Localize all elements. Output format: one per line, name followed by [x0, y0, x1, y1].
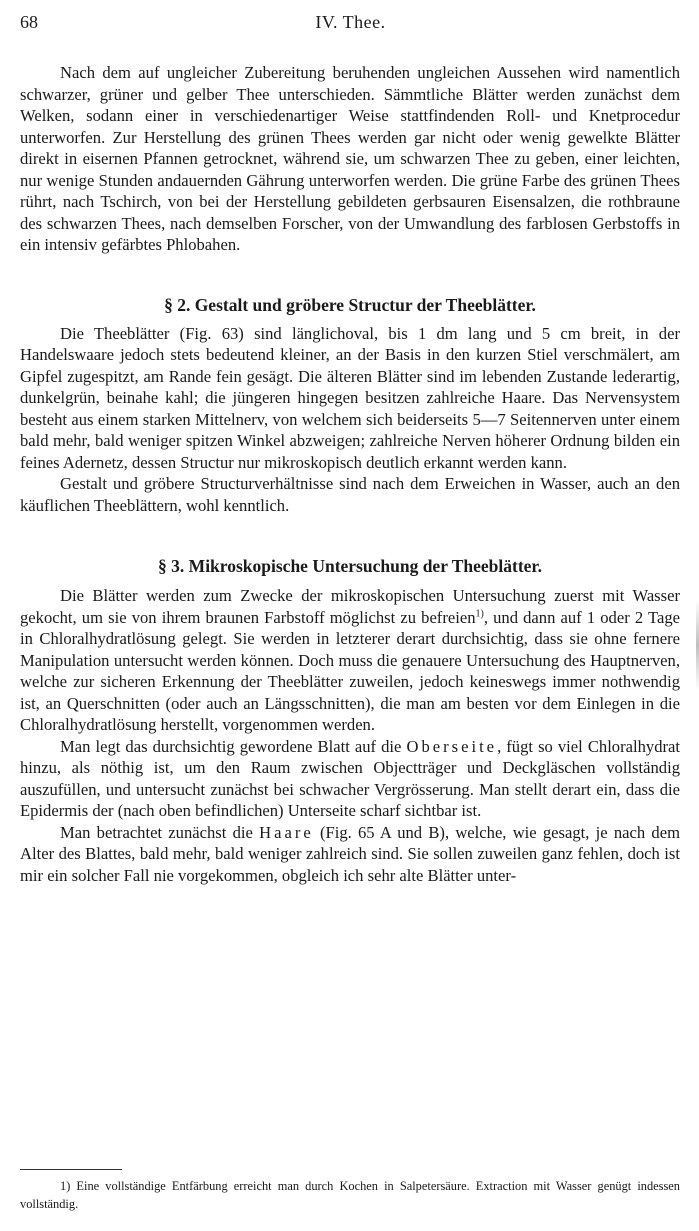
- emphasis-haare: Haare: [259, 822, 314, 842]
- section-3-paragraph-1-text-a: Die Blätter werden zum Zwecke der mikroskopischen Untersuchung zuerst mit Wasser gekocht, um sie von ihrem braunen Farbstoff möglichst zu befreien: [20, 586, 680, 627]
- section-3-paragraph-1-text-b: , und dann auf 1 oder 2 Tage in Chloralhydratlösung gelegt. Sie werden in letzterer derart durchsichtig, dass sie ohne fernere Manipulation untersucht werden können. Doch muss die genauere Untersuchung des Hauptnerven, welche zur sicheren Erkennung der Theeblätter zuweilen, jedoch keineswegs immer nothwendig ist, an Querschnitten (oder auch an Längsschnitten), die man am besten vor dem Einlegen in die Chloralhydratlösung herstellt, vorgenommen werden.: [20, 607, 680, 734]
- running-head: IV. Thee.: [315, 12, 386, 32]
- section-3-paragraph-3-text-a: Man betrachtet zunächst die: [60, 822, 260, 842]
- section-2-paragraph-1: Die Theeblätter (Fig. 63) sind länglichoval, bis 1 dm lang und 5 cm breit, in der Handelswaare jedoch stets bedeutend kleiner, an der Basis in den kurzen Stiel verschmälert, am Gipfel zugespitzt, am Rande fein gesägt. Die älteren Blätter sind im lebenden Zustande lederartig, dunkelgrün, beinahe kahl; die jüngeren hingegen besitzen zahlreiche Haare. Das Nervensystem besteht aus einem starken Mittelnerv, von welchem sich beiderseits 5—7 Seitennerven unter einem bald mehr, bald weniger spitzen Winkel abzweigen; zahlreiche Nerven höherer Ordnung bilden ein feines Adernetz, dessen Structur nur mikroskopisch deutlich erkannt werden kann.: [20, 323, 680, 472]
- section-3-paragraph-2-text-b: , fügt so viel Chloralhydrat hinzu, als nöthig ist, um den Raum zwischen Objectträger und Deckgläschen vollständig auszufüllen, und untersucht zunächst bei schwacher Vergrösserung. Man stellt derart ein, dass die Epidermis der (nach oben befindlichen) Unterseite scharf sichtbar ist.: [20, 736, 680, 820]
- section-2-title: § 2. Gestalt und gröbere Structur der Theeblätter.: [164, 294, 536, 315]
- page-body: [20, 62, 680, 886]
- section-2-paragraph-2: Gestalt und gröbere Structurverhältnisse sind nach dem Erweichen in Wasser, auch an den käuflichen Theeblättern, wohl kenntlich.: [20, 474, 680, 515]
- section-3-paragraph-1: [20, 585, 680, 736]
- emphasis-oberseite: Oberseite: [406, 736, 498, 756]
- footnote-divider: [20, 1169, 122, 1170]
- page-header: [20, 12, 681, 36]
- intro-paragraph: Nach dem auf ungleicher Zubereitung beruhenden ungleichen Aussehen wird namentlich schwarzer, grüner und gelber Thee unterschieden. Sämmtliche Blätter werden zunächst dem Welken, sodann einer in verschiedenartiger Weise stattfindenden Roll- und Knetprocedur unterworfen. Zur Herstellung des grünen Thees werden gar nicht oder wenig gewelkte Blätter direkt in eisernen Pfannen getrocknet, während sie, um schwarzen Thee zu geben, einer leichten, nur wenige Stunden andauernden Gährung unterworfen werden. Die grüne Farbe des grünen Thees rührt, nach Tschirch, von bei der Herstellung gebildeten gerbsauren Eisensalzen, die rothbraune des schwarzen Thees, nach demselben Forscher, von der Umwandlung des farblosen Gerbstoffs in ein intensiv gefärbtes Phlobahen.: [20, 63, 680, 254]
- section-3-paragraph-3: [20, 822, 680, 887]
- page-number: 68: [20, 12, 38, 32]
- section-3-paragraph-2-text-a: Man legt das durchsichtig gewordene Blatt auf die: [60, 736, 407, 756]
- section-3-paragraph-3-text-b: (Fig. 65 A und B), welche, wie gesagt, je nach dem Alter des Blattes, bald mehr, bald weniger zahlreich sind. Sie sollen zuweilen ganz fehlen, doch ist mir ein solcher Fall nie vorgekommen, obgleich ich sehr alte Blätter unter-: [20, 822, 681, 885]
- section-3-title: § 3. Mikroskopische Untersuchung der Theeblätter.: [158, 556, 542, 576]
- footnote-reference: 1): [475, 607, 484, 619]
- footnote: 1) Eine vollständige Entfärbung erreicht man durch Kochen in Salpetersäure. Extraction mit Wasser genügt indessen vollständig.: [20, 1179, 680, 1211]
- section-3-paragraph-2: [20, 736, 680, 822]
